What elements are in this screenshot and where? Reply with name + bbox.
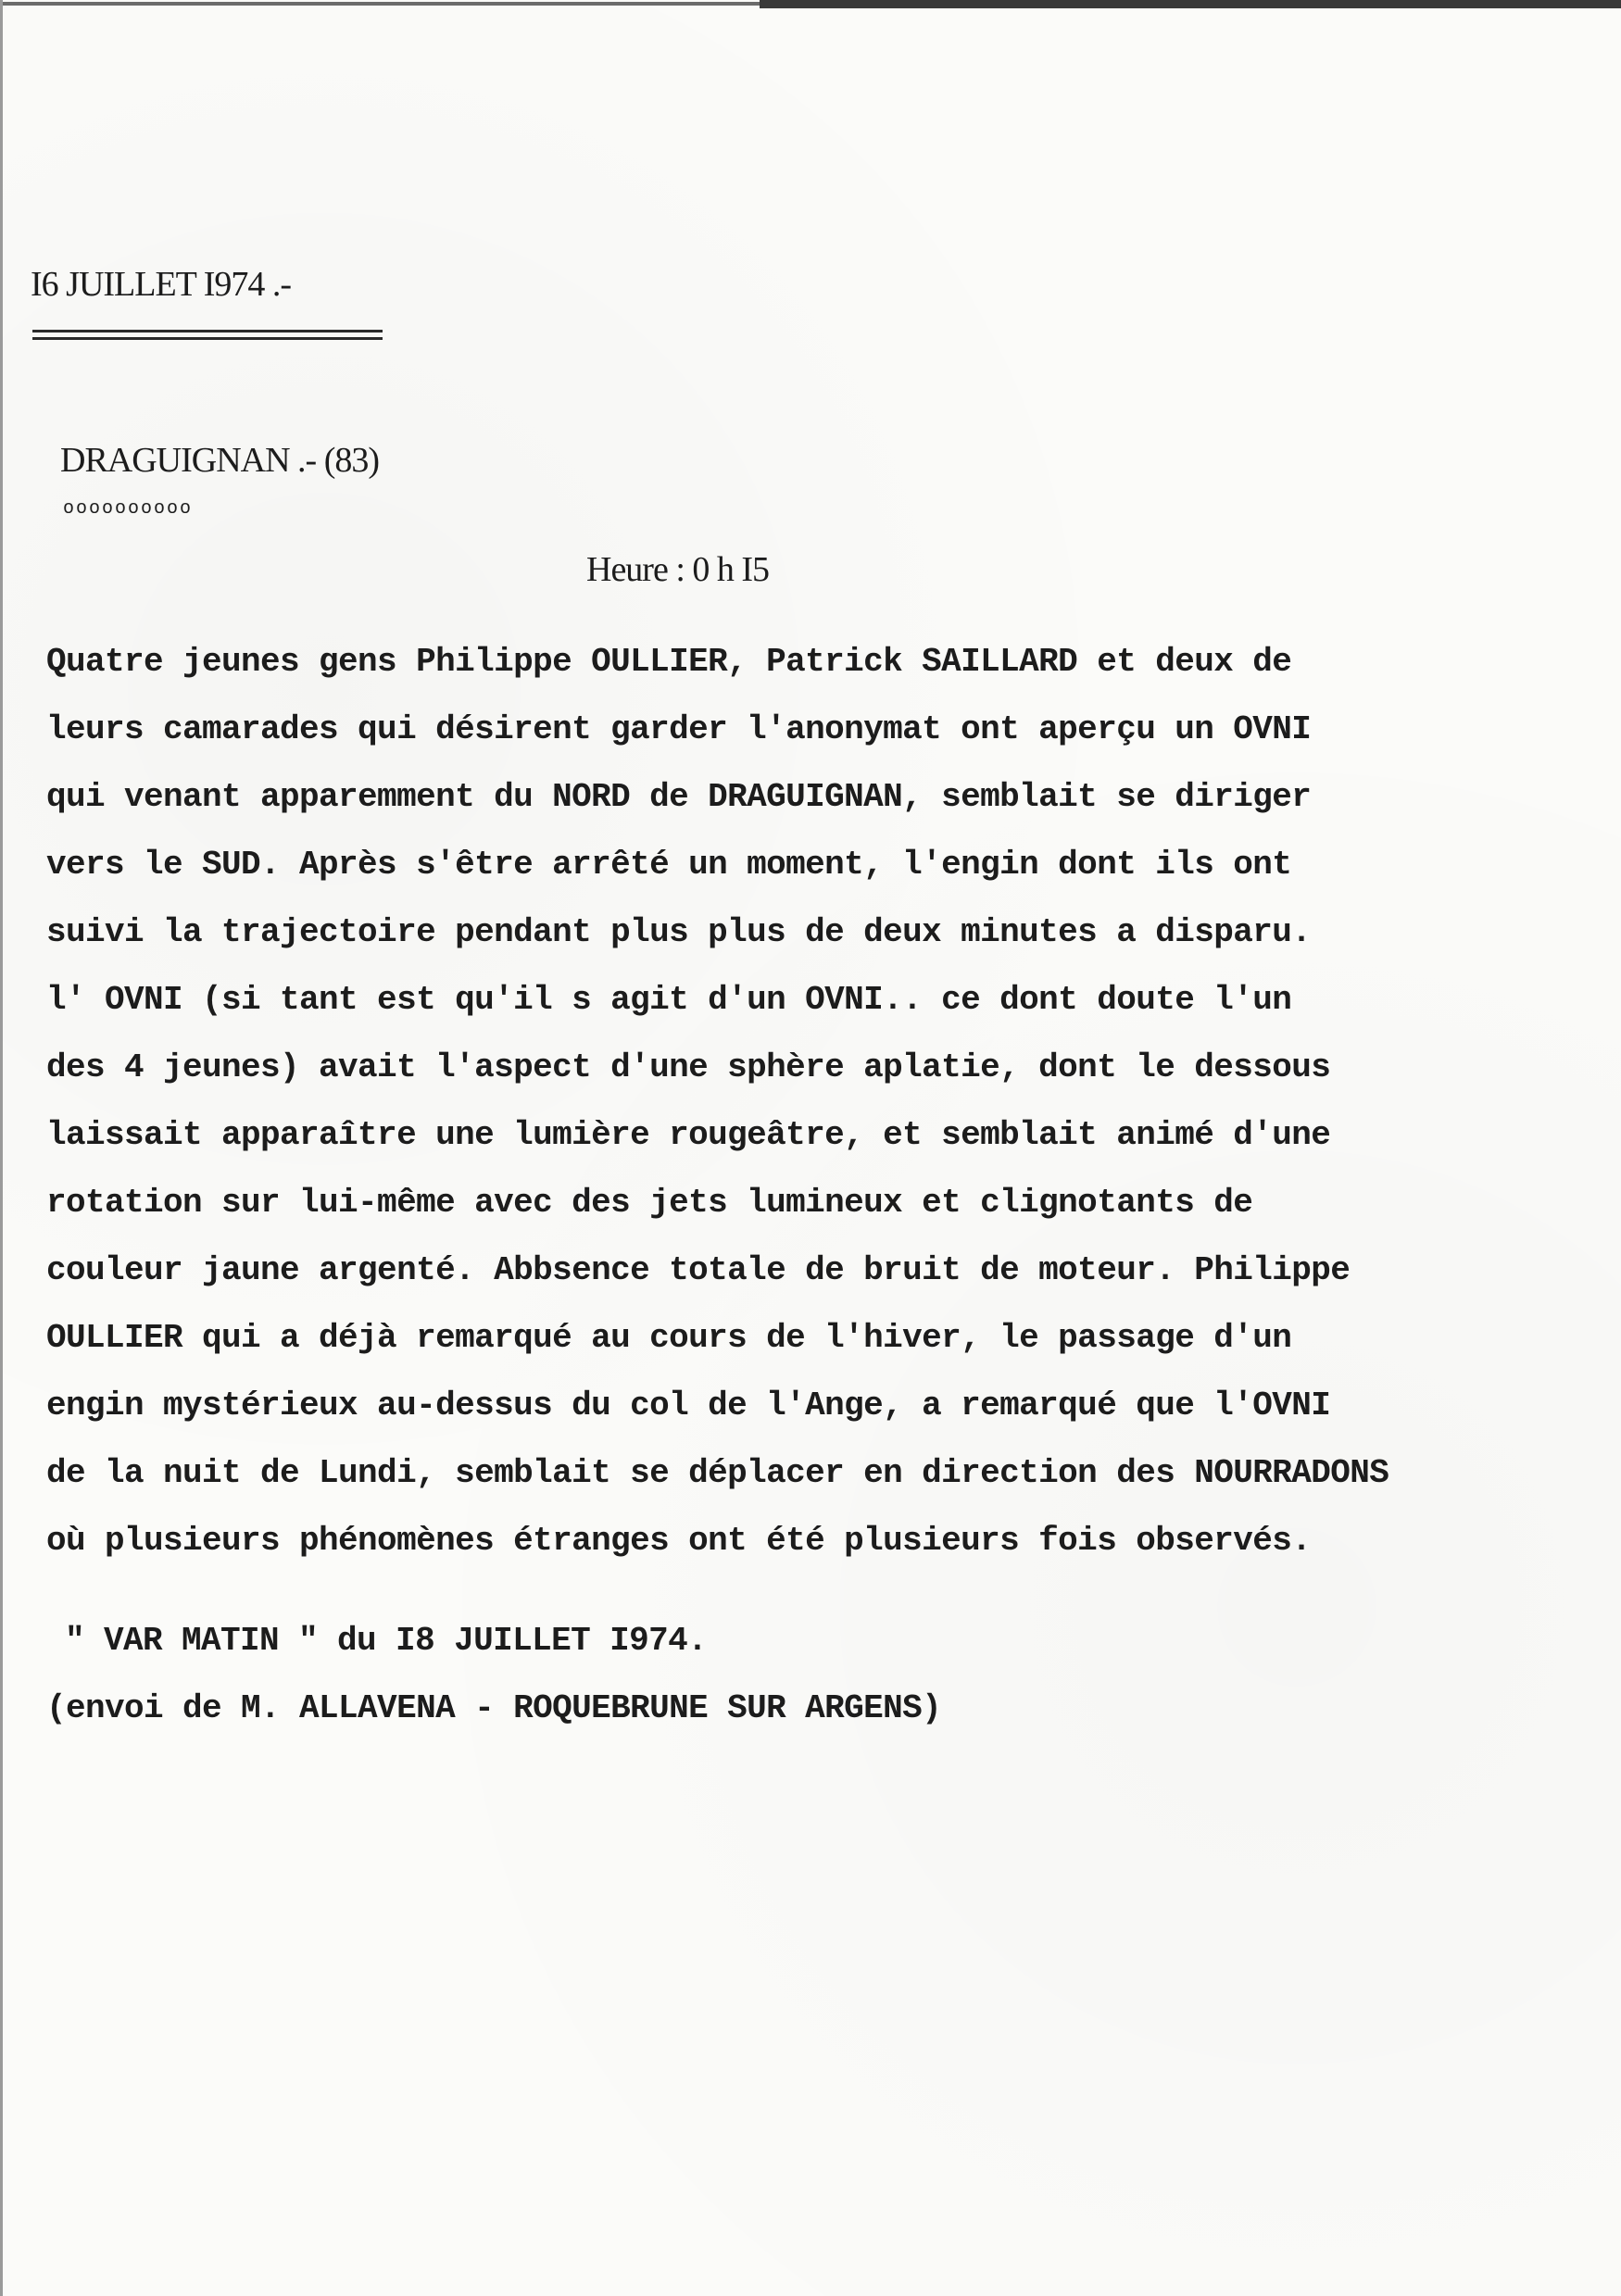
source-citation: " VAR MATIN " du I8 JUILLET I974. bbox=[65, 1622, 708, 1660]
body-line: couleur jaune argenté. Abbsence totale de bruit de moteur. Philippe bbox=[46, 1251, 1351, 1289]
date-underline-2 bbox=[32, 337, 383, 340]
source-block bbox=[46, 1607, 1454, 1742]
date-heading: I6 JUILLET I974 .- bbox=[31, 265, 292, 304]
time-line: Heure : 0 h I5 bbox=[586, 550, 770, 589]
body-line: de la nuit de Lundi, semblait se déplacer en direction des NOURRADONS bbox=[46, 1454, 1389, 1492]
source-sender: (envoi de M. ALLAVENA - ROQUEBRUNE SUR ARGENS) bbox=[46, 1689, 942, 1727]
left-edge-shadow bbox=[0, 0, 3, 2296]
body-line: suivi la trajectoire pendant plus plus de deux minutes a disparu. bbox=[46, 913, 1312, 951]
body-line: où plusieurs phénomènes étranges ont été plusieurs fois observés. bbox=[46, 1522, 1312, 1560]
body-line: Quatre jeunes gens Philippe OULLIER, Patrick SAILLARD et deux de bbox=[46, 643, 1292, 681]
body-line: rotation sur lui-même avec des jets lumineux et clignotants de bbox=[46, 1184, 1253, 1222]
body-line: OULLIER qui a déjà remarqué au cours de l'hiver, le passage d'un bbox=[46, 1319, 1292, 1357]
place-heading: DRAGUIGNAN .- (83) bbox=[60, 441, 380, 480]
body-line: leurs camarades qui désirent garder l'anonymat ont aperçu un OVNI bbox=[46, 710, 1312, 748]
body-line: engin mystérieux au-dessus du col de l'Ange, a remarqué que l'OVNI bbox=[46, 1386, 1331, 1424]
body-line: l' OVNI (si tant est qu'il s agit d'un OVNI.. ce dont doute l'un bbox=[46, 981, 1292, 1019]
place-underline-marker: oooooooooo bbox=[63, 498, 194, 520]
body-line: qui venant apparemment du NORD de DRAGUIGNAN, semblait se diriger bbox=[46, 778, 1312, 816]
body-line: des 4 jeunes) avait l'aspect d'une sphère aplatie, dont le dessous bbox=[46, 1048, 1331, 1086]
top-edge-rule-thick bbox=[760, 0, 1621, 8]
body-line: laissait apparaître une lumière rougeâtre, et semblait animé d'une bbox=[46, 1116, 1331, 1154]
body-line: vers le SUD. Après s'être arrêté un moment, l'engin dont ils ont bbox=[46, 846, 1292, 884]
body-text bbox=[46, 628, 1575, 1575]
date-underline-1 bbox=[32, 330, 383, 332]
